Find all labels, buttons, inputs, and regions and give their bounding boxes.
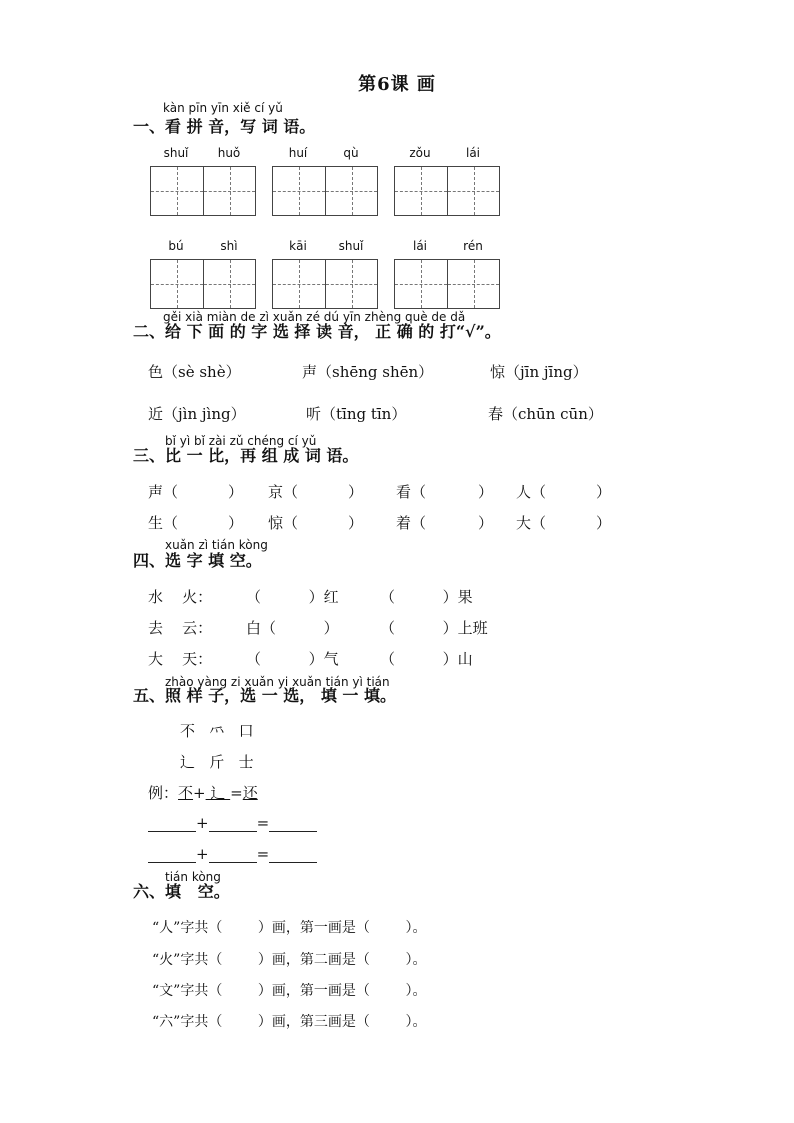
reading-choice-item[interactable]: 春（chūn cūn） [488,405,603,423]
word-blank-close: ） [228,514,244,532]
word-blank-close: ） [596,483,612,501]
writing-cell[interactable] [273,167,325,215]
word-grid [394,239,500,309]
section-5-pinyin: zhào yàng zi xuǎn yi xuǎn tián yì tián [165,675,390,689]
grid-pinyin: qù [343,146,359,160]
word-blank-close: ） [348,514,364,532]
char-pair-label: 水 火： [148,588,213,606]
grid-pinyin: lái [465,146,481,160]
section-3-pinyin: bǐ yì bǐ zài zǔ chéng cí yǔ [165,434,317,448]
word-grid [150,239,256,309]
answer-blank[interactable] [269,846,317,863]
fill-blank[interactable]: （ ）红 [246,588,339,606]
section-4-pinyin: xuǎn zì tián kòng [165,538,268,552]
word-blank-close: ） [596,514,612,532]
section-6-pinyin: tián kòng [165,870,221,884]
writing-cell[interactable] [325,260,377,308]
word-blank-open[interactable]: 生（ [148,514,179,532]
grid-pinyin: shuǐ [338,239,364,253]
word-grid [394,146,500,216]
fill-blank[interactable]: 白（ ） [246,619,339,637]
writing-cell[interactable] [151,260,203,308]
grid-pinyin: zǒu [409,146,431,160]
reading-choice-item[interactable]: 声（shēng shēn） [302,363,434,381]
char-pair-label: 去 云： [148,619,213,637]
word-blank-open[interactable]: 人（ [516,483,547,501]
example-part: 不 [178,784,194,802]
word-blank-open[interactable]: 大（ [516,514,547,532]
word-grid [272,239,378,309]
section-5-heading: 五、照 样 子，选 一 选， 填 一 填。 [133,686,396,705]
example-line [148,782,258,803]
stroke-question[interactable]: “人”字共（ ）画，第一画是（ ）。 [152,920,427,936]
word-blank-close: ） [228,483,244,501]
section-1-heading: 一、看 拼 音，写 词 语。 [133,117,316,136]
word-blank-open[interactable]: 声（ [148,483,179,501]
plus-sign: + [193,784,206,802]
answer-blank[interactable] [209,846,257,863]
equation-line [148,845,317,863]
equals-sign: = [230,784,243,802]
reading-choice-item[interactable]: 色（sè shè） [148,363,241,381]
reading-choice-item[interactable]: 听（tīng tīn） [306,405,407,423]
word-blank-open[interactable]: 京（ [268,483,299,501]
answer-blank[interactable] [148,815,196,832]
equals-sign: = [256,814,270,832]
writing-cell[interactable] [395,167,447,215]
answer-blank[interactable] [269,815,317,832]
word-blank-close: ） [478,514,494,532]
component-chars: 不 ⺤ 口 [180,722,254,740]
word-blank-open[interactable]: 惊（ [268,514,299,532]
reading-choice-item[interactable]: 惊（jīn jīng） [490,363,588,381]
grid-pinyin: huǒ [217,146,241,160]
word-blank-close: ） [348,483,364,501]
section-4-heading: 四、选 字 填 空。 [133,551,262,570]
plus-sign: + [196,814,209,832]
grid-pinyin: shuǐ [163,146,189,160]
fill-blank[interactable]: （ ）山 [380,650,473,668]
stroke-question[interactable]: “文”字共（ ）画，第一画是（ ）。 [152,983,427,999]
char-pair-label: 大 天： [148,650,213,668]
grid-pinyin: shì [220,239,238,253]
writing-cell[interactable] [273,260,325,308]
fill-blank[interactable]: （ ）果 [380,588,473,606]
section-6-heading: 六、填 空。 [133,882,230,901]
writing-cell[interactable] [395,260,447,308]
stroke-question[interactable]: “火”字共（ ）画，第二画是（ ）。 [152,952,427,968]
equation-line [148,814,317,832]
fill-blank[interactable]: （ ）气 [246,650,339,668]
section-1-pinyin: kàn pīn yīn xiě cí yǔ [163,101,283,115]
grid-pinyin: kāi [289,239,307,253]
example-prefix: 例： [148,784,179,802]
word-blank-open[interactable]: 看（ [396,483,427,501]
writing-cell[interactable] [203,167,255,215]
writing-cell[interactable] [151,167,203,215]
answer-blank[interactable] [148,846,196,863]
writing-cell[interactable] [203,260,255,308]
equals-sign: = [256,845,270,863]
stroke-question[interactable]: “六”字共（ ）画，第三画是（ ）。 [152,1014,427,1030]
page-title: 第6课 画 [358,74,436,95]
writing-cell[interactable] [447,260,499,308]
word-blank-close: ） [478,483,494,501]
example-part: 辶 [205,784,231,802]
writing-cell[interactable] [447,167,499,215]
grid-pinyin: bú [168,239,184,253]
section-2-heading: 二、给 下 面 的 字 选 择 读 音， 正 确 的 打“√”。 [133,322,501,341]
section-3-heading: 三、比 一 比，再 组 成 词 语。 [133,446,359,465]
component-chars: 辶 斤 士 [180,753,254,771]
word-grid [272,146,378,216]
word-grid [150,146,256,216]
answer-blank[interactable] [209,815,257,832]
section-2-pinyin: gěi xià miàn de zì xuǎn zé dú yīn zhèng què de dǎ [163,310,466,324]
grid-pinyin: lái [412,239,428,253]
reading-choice-item[interactable]: 近（jìn jìng） [148,405,246,423]
grid-pinyin: huí [288,146,308,160]
grid-pinyin: rén [463,239,483,253]
fill-blank[interactable]: （ ）上班 [380,619,488,637]
plus-sign: + [196,845,209,863]
example-result: 还 [242,784,258,802]
writing-cell[interactable] [325,167,377,215]
word-blank-open[interactable]: 着（ [396,514,427,532]
